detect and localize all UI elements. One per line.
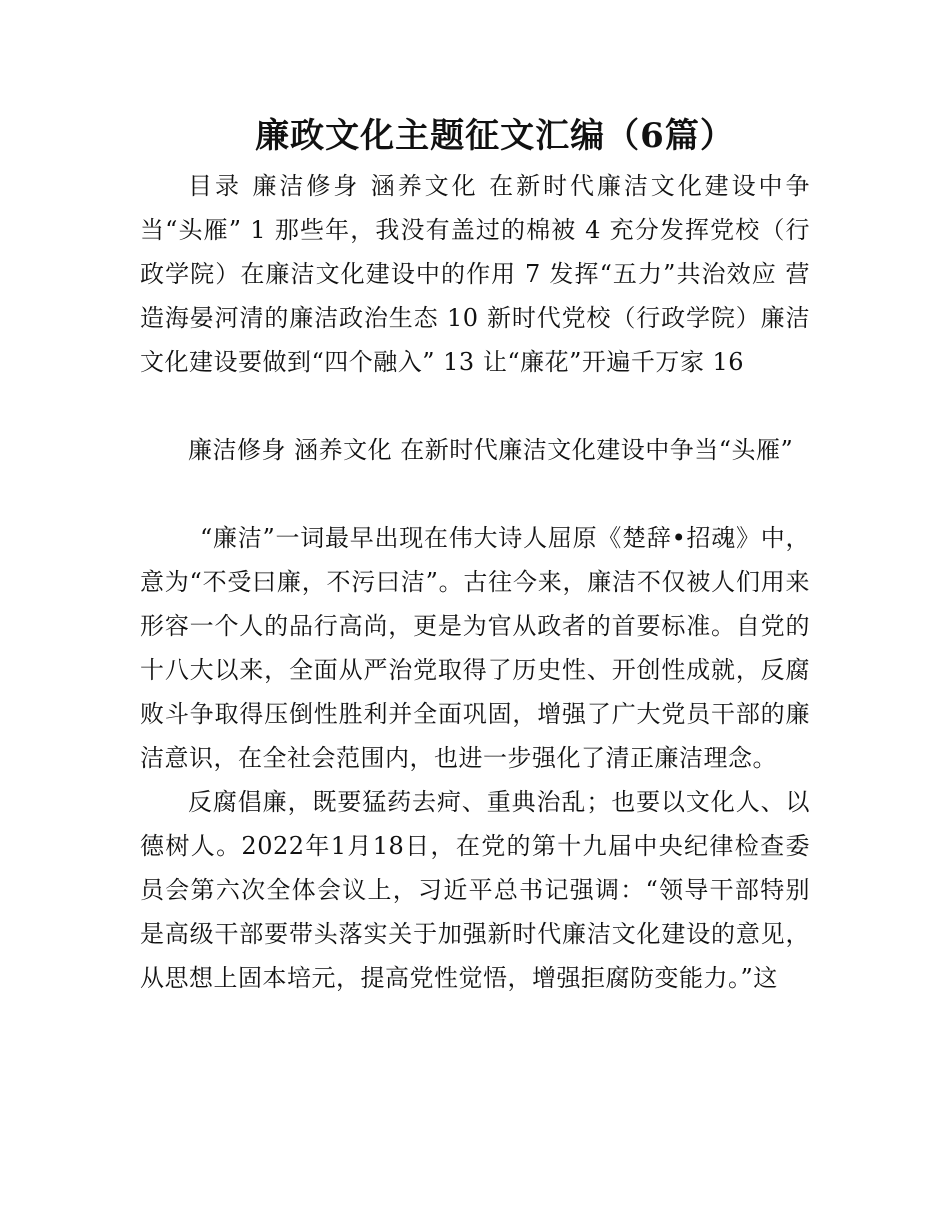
body-paragraph-2: 反腐倡廉，既要猛药去疴、重典治乱；也要以文化人、以德树人。2022年1月18日，在党的第十九届中央纪律检查委员会第六次全体会议上，习近平总书记强调：“领导干部特别是高级干部要带头落实关于加强新时代廉洁文化建设的意见，从思想上固本培元，提高党性觉悟，增强拒腐防变能力。”这 [140, 788, 810, 992]
body-paragraph-1: “廉洁”一词最早出现在伟大诗人屈原《楚辞•招魂》中，意为“不受曰廉，不污曰洁”。古往今来，廉洁不仅被人们用来形容一个人的品行高尚，更是为官从政者的首要标准。自党的十八大以来，全面从严治党取得了历史性、开创性成就，反腐败斗争取得压倒性胜利并全面巩固，增强了广大党员干部的廉洁意识，在全社会范围内，也进一步强化了清正廉洁理念。 [140, 524, 810, 772]
document-title: 廉政文化主题征文汇编（6篇） [255, 116, 735, 156]
section-heading: 廉洁修身 涵养文化 在新时代廉洁文化建设中争当“头雁” [188, 436, 794, 464]
table-of-contents: 目录 廉洁修身 涵养文化 在新时代廉洁文化建设中争当“头雁” 1 那些年，我没有盖过的棉被 4 充分发挥党校（行政学院）在廉洁文化建设中的作用 7 发挥“五力”共治效应 营造海晏河清的廉洁政治生态 10 新时代党校（行政学院）廉洁文化建设要做到“四个融入” 13 让“廉花”开遍千万家 16 [140, 172, 810, 376]
document-page [140, 108, 810, 1000]
